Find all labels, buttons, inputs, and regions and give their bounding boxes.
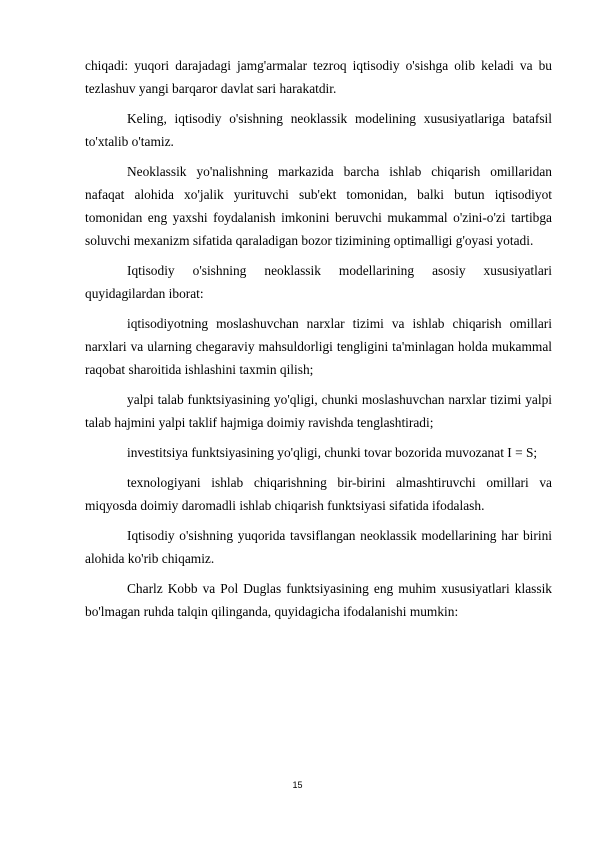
list-item-feature-1: iqtisodiyotning moslashuvchan narxlar tizimi va ishlab chiqarish omillari narxlari va ularning chegaraviy mahsuldorligi tengligini ta'minlagan holda mukammal raqobat sharoitida ishlashini taxmin qilish; <box>85 316 552 377</box>
paragraph-intro: Keling, iqtisodiy o'sishning neoklassik modelining xususiyatlariga batafsil to'xtalib o'tamiz. <box>85 111 552 149</box>
paragraph-cobb-douglas: Charlz Kobb va Pol Duglas funktsiyasining eng muhim xususiyatlari klassik bo'lmagan ruhda talqin qilinganda, quyidagicha ifodalanishi mumkin: <box>85 581 552 619</box>
page-number: 15 <box>292 780 303 790</box>
paragraph-features-lead: Iqtisodiy o'sishning neoklassik modellarining asosiy xususiyatlari quyidagilardan iborat: <box>85 263 552 301</box>
list-item-feature-2: yalpi talab funktsiyasining yo'qligi, chunki moslashuvchan narxlar tizimi yalpi talab hajmini yalpi taklif hajmiga doimiy ravishda tenglashtiradi; <box>85 392 552 430</box>
paragraph-continuation: chiqadi: yuqori darajadagi jamg'armalar tezroq iqtisodiy o'sishga olib keladi va bu tezlashuv yangi barqaror davlat sari harakatdir. <box>85 58 552 96</box>
body-text <box>85 54 552 630</box>
paragraph-models-review: Iqtisodiy o'sishning yuqorida tavsiflangan neoklassik modellarining har birini alohida ko'rib chiqamiz. <box>85 528 552 566</box>
paragraph-neoclassical-core: Neoklassik yo'nalishning markazida barcha ishlab chiqarish omillaridan nafaqat alohida xo'jalik yurituvchi sub'ekt tomonidan, balki butun iqtisodiyot tomonidan eng yaxshi foydalanish imkonini beruvchi mukammal o'zini-o'zi tartibga soluvchi mexanizm sifatida qaraladigan bozor tizimining optimalligi g'oyasi yotadi. <box>85 164 552 248</box>
list-item-feature-3: investitsiya funktsiyasining yo'qligi, chunki tovar bozorida muvozanat I = S; <box>127 445 538 460</box>
list-item-feature-4: texnologiyani ishlab chiqarishning bir-birini almashtiruvchi omillari va miqyosda doimiy daromadli ishlab chiqarish funktsiyasi sifatida ifodalash. <box>85 475 552 513</box>
